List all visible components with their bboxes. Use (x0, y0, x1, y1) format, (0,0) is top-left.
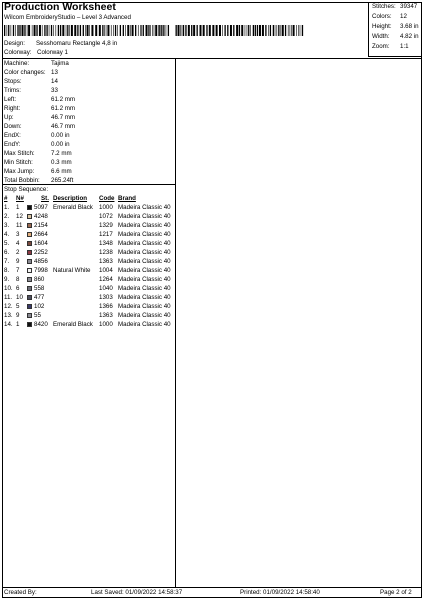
barcode-bar (32, 25, 33, 36)
machine-info-label: Machine: (4, 60, 30, 67)
stat-value: 12 (400, 13, 407, 20)
stitch-count: 4248 (34, 213, 48, 220)
color-swatch (27, 232, 32, 237)
machine-info-value: 0.00 in (51, 141, 70, 148)
machine-info-row (4, 178, 73, 184)
barcode-bar (250, 25, 251, 36)
thread-description: Emerald Black (53, 321, 93, 328)
color-swatch (27, 313, 32, 318)
barcode-bar (216, 25, 218, 36)
stats-box (368, 2, 422, 57)
barcode-bar (298, 25, 299, 36)
machine-info-label: EndY: (4, 141, 21, 148)
thread-code: 1303 (99, 294, 113, 301)
barcode-bar (197, 25, 198, 36)
barcode-bar (259, 25, 261, 36)
stat-value: 39347 (400, 3, 418, 10)
barcode-bar (34, 25, 36, 36)
barcode-bar (270, 25, 271, 36)
thread-brand: Madeira Classic 40 (118, 285, 171, 292)
barcode-bar (74, 25, 76, 36)
thread-code: 1329 (99, 222, 113, 229)
barcode-bar (115, 25, 116, 36)
barcode-bar (66, 25, 67, 36)
barcode-bar (13, 25, 14, 36)
stat-label: Height: (372, 23, 392, 30)
thread-code: 1348 (99, 240, 113, 247)
machine-info-row (4, 169, 72, 175)
stat-label: Stitches: (372, 3, 396, 10)
barcode-bar (293, 25, 295, 36)
machine-info-label: Right: (4, 105, 21, 112)
barcode-bar (127, 25, 129, 36)
needle-number: 4 (16, 240, 20, 247)
barcode-bar (236, 25, 238, 36)
stat-height (372, 24, 419, 30)
col-header-code: Code (99, 195, 115, 202)
thread-brand: Madeira Classic 40 (118, 294, 171, 301)
barcode-bar (278, 25, 279, 36)
machine-info-value: 61.2 mm (51, 96, 76, 103)
barcode-bar (85, 25, 86, 36)
col-header-num: # (4, 195, 8, 202)
stitch-count: 860 (34, 276, 45, 283)
barcode-bar (203, 25, 205, 36)
stitch-count: 558 (34, 285, 45, 292)
barcode-bar (111, 25, 112, 36)
stitch-count: 4856 (34, 258, 48, 265)
divider (2, 58, 422, 59)
machine-info-value: 265.24ft (51, 177, 74, 184)
machine-info-value: Tajima (51, 60, 69, 67)
machine-info-value: 14 (51, 78, 58, 85)
barcode-bar (230, 25, 232, 36)
machine-info-label: Trims: (4, 87, 21, 94)
machine-info-label: Max Stitch: (4, 150, 35, 157)
stitch-count: 477 (34, 294, 45, 301)
barcode-bar (146, 25, 148, 36)
needle-number: 7 (16, 267, 20, 274)
barcode-bar (83, 25, 84, 36)
barcode-bar (302, 25, 303, 36)
stitch-count: 1604 (34, 240, 48, 247)
thread-brand: Madeira Classic 40 (118, 231, 171, 238)
barcode-bar (185, 25, 186, 36)
needle-number: 3 (16, 231, 20, 238)
barcode-bar (7, 25, 8, 36)
barcode-bar (107, 25, 109, 36)
barcode-bar (123, 25, 124, 36)
barcode-bar (233, 25, 234, 36)
barcode-image (4, 25, 304, 36)
stat-label: Colors: (372, 13, 392, 20)
barcode-bar (159, 25, 160, 36)
barcode-bar (102, 25, 103, 36)
barcode-bar (219, 25, 221, 36)
needle-number: 1 (16, 204, 20, 211)
needle-number: 10 (16, 294, 23, 301)
barcode-bar (275, 25, 276, 36)
software-subtitle: Wilcom EmbroideryStudio – Level 3 Advanced (4, 14, 131, 21)
barcode-bar (17, 25, 18, 36)
machine-info-row (4, 151, 72, 157)
machine-info-label: Up: (4, 114, 14, 121)
needle-number: 1 (16, 321, 20, 328)
table-row (0, 322, 176, 331)
barcode-bar (120, 25, 121, 36)
barcode-bar (46, 25, 47, 36)
last-saved: Last Saved: 01/09/2022 14:58:37 (91, 589, 183, 596)
barcode-bar (227, 25, 228, 36)
stop-number: 4. (4, 231, 10, 238)
col-header-brand: Brand (118, 195, 136, 202)
stitch-count: 2664 (34, 231, 48, 238)
barcode-bar (99, 25, 101, 36)
machine-info-row (4, 133, 70, 139)
barcode-bar (104, 25, 105, 36)
barcode-bar (296, 25, 297, 36)
barcode-bar (106, 25, 107, 36)
barcode-bar (300, 25, 301, 36)
barcode-bar (51, 25, 52, 36)
color-swatch (27, 322, 32, 327)
design-value: Sesshomaru Rectangle 4,8 in (36, 40, 118, 47)
thread-code: 1000 (99, 204, 113, 211)
machine-info-row (4, 61, 69, 67)
stop-number: 6. (4, 249, 10, 256)
barcode-bar (161, 25, 162, 36)
thread-brand: Madeira Classic 40 (118, 303, 171, 310)
barcode-bar (257, 25, 258, 36)
barcode-bar (282, 25, 284, 36)
machine-info-value: 7.2 mm (51, 150, 72, 157)
barcode-bar (241, 25, 243, 36)
barcode-bar (178, 25, 180, 36)
machine-info-label: Total Bobbin: (4, 177, 40, 184)
barcode-bar (44, 25, 45, 36)
machine-info-row (4, 160, 72, 166)
stitch-count: 7998 (34, 267, 48, 274)
machine-info-row (4, 115, 75, 121)
barcode-bar (22, 25, 24, 36)
machine-info-row (4, 142, 70, 148)
stop-number: 13. (4, 312, 13, 319)
barcode-bar (158, 25, 159, 36)
stitch-count: 8420 (34, 321, 48, 328)
barcode-bar (117, 25, 118, 36)
barcode-bar (4, 25, 5, 36)
barcode-bar (188, 25, 190, 36)
col-header-description: Description (53, 195, 88, 202)
thread-code: 1004 (99, 267, 113, 274)
color-swatch (27, 259, 32, 264)
thread-code: 1217 (99, 231, 113, 238)
machine-info-label: Max Jump: (4, 168, 35, 175)
barcode-bar (150, 25, 151, 36)
col-header-n: N# (16, 195, 24, 202)
thread-brand: Madeira Classic 40 (118, 312, 171, 319)
barcode-bar (268, 25, 269, 36)
barcode-bar (277, 25, 278, 36)
barcode-bar (180, 25, 181, 36)
barcode-bar (152, 25, 153, 36)
barcode-bar (135, 25, 136, 36)
machine-info-label: Left: (4, 96, 17, 103)
stop-number: 10. (4, 285, 13, 292)
color-swatch (27, 277, 32, 282)
barcode-bar (154, 25, 155, 36)
machine-info-value: 61.2 mm (51, 105, 76, 112)
barcode-bar (24, 25, 25, 36)
thread-brand: Madeira Classic 40 (118, 240, 171, 247)
barcode-bar (27, 25, 28, 36)
barcode-bar (262, 25, 264, 36)
machine-info-label: Min Stitch: (4, 159, 33, 166)
color-swatch (27, 214, 32, 219)
colorway-value: Colorway 1 (37, 49, 68, 56)
barcode-bar (182, 25, 183, 36)
stop-number: 3. (4, 222, 10, 229)
stop-number: 1. (4, 204, 10, 211)
stop-number: 11. (4, 294, 13, 301)
barcode-bar (56, 25, 57, 36)
needle-number: 6 (16, 285, 20, 292)
barcode-bar (191, 25, 192, 36)
machine-info-value: 33 (51, 87, 58, 94)
stat-width (372, 34, 419, 40)
barcode-bar (239, 25, 240, 36)
thread-code: 1264 (99, 276, 113, 283)
machine-info-value: 6.6 mm (51, 168, 72, 175)
barcode-bar (290, 25, 291, 36)
stop-number: 14. (4, 321, 13, 328)
barcode-bar (87, 25, 89, 36)
barcode-bar (15, 25, 16, 36)
barcode-bar (58, 25, 59, 36)
thread-code: 1238 (99, 249, 113, 256)
thread-brand: Madeira Classic 40 (118, 276, 171, 283)
color-swatch (27, 295, 32, 300)
barcode-bar (168, 25, 169, 36)
color-swatch (27, 268, 32, 273)
thread-code: 1363 (99, 312, 113, 319)
barcode-bar (49, 25, 50, 36)
thread-code: 1000 (99, 321, 113, 328)
machine-info-row (4, 106, 75, 112)
page-title: Production Worksheet (4, 1, 116, 13)
barcode-bar (28, 25, 30, 36)
barcode-bar (222, 25, 223, 36)
needle-number: 2 (16, 249, 20, 256)
barcode-bar (206, 25, 207, 36)
barcode-bar (140, 25, 141, 36)
barcode-bar (91, 25, 93, 36)
barcode-bar (212, 25, 214, 36)
barcode-bar (255, 25, 256, 36)
thread-code: 1072 (99, 213, 113, 220)
colorway-label: Colorway: (4, 49, 32, 56)
thread-brand: Madeira Classic 40 (118, 258, 171, 265)
barcode-bar (42, 25, 43, 36)
stop-number: 8. (4, 267, 10, 274)
barcode-bar (280, 25, 281, 36)
barcode-bar (253, 25, 254, 36)
needle-number: 9 (16, 258, 20, 265)
thread-brand: Madeira Classic 40 (118, 204, 171, 211)
needle-number: 11 (16, 222, 23, 229)
barcode-bar (209, 25, 211, 36)
stitch-count: 102 (34, 303, 45, 310)
barcode-bar (8, 25, 9, 36)
barcode-bar (60, 25, 61, 36)
barcode-bar (138, 25, 139, 36)
stitch-count: 2154 (34, 222, 48, 229)
machine-info-value: 0.00 in (51, 132, 70, 139)
thread-brand: Madeira Classic 40 (118, 249, 171, 256)
stop-number: 12. (4, 303, 13, 310)
barcode-bar (53, 25, 54, 36)
stat-zoom (372, 44, 409, 50)
barcode-bar (200, 25, 202, 36)
needle-number: 8 (16, 276, 20, 283)
stop-number: 2. (4, 213, 10, 220)
machine-info-value: 46.7 mm (51, 114, 76, 121)
page-number: Page 2 of 2 (380, 589, 412, 596)
barcode-bar (285, 25, 286, 36)
stat-label: Width: (372, 33, 390, 40)
stat-value: 1:1 (400, 43, 409, 50)
thread-code: 1366 (99, 303, 113, 310)
needle-number: 12 (16, 213, 23, 220)
barcode-bar (71, 25, 73, 36)
barcode-bar (224, 25, 225, 36)
barcode-bar (80, 25, 81, 36)
thread-code: 1363 (99, 258, 113, 265)
machine-info-row (4, 70, 58, 76)
barcode-bar (247, 25, 248, 36)
needle-number: 5 (16, 303, 20, 310)
colorway-line (4, 50, 68, 56)
barcode-bar (143, 25, 144, 36)
stop-sequence-title: Stop Sequence: (4, 186, 49, 193)
color-swatch (27, 304, 32, 309)
color-swatch (27, 223, 32, 228)
design-line (4, 41, 117, 47)
machine-info-row (4, 124, 75, 130)
machine-info-label: Down: (4, 123, 22, 130)
machine-info-row (4, 88, 58, 94)
barcode-bar (141, 25, 142, 36)
barcode-bar (130, 25, 131, 36)
barcode-bar (148, 25, 149, 36)
color-swatch (27, 286, 32, 291)
stop-number: 5. (4, 240, 10, 247)
barcode-bar (113, 25, 114, 36)
barcode-bar (11, 25, 12, 36)
machine-info-value: 13 (51, 69, 58, 76)
barcode-bar (36, 25, 37, 36)
barcode-bar (245, 25, 246, 36)
machine-info-row (4, 79, 58, 85)
barcode-bar (19, 25, 20, 36)
stitch-count: 55 (34, 312, 41, 319)
machine-info-value: 46.7 mm (51, 123, 76, 130)
thread-brand: Madeira Classic 40 (118, 213, 171, 220)
barcode-bar (273, 25, 274, 36)
machine-info-label: Color changes: (4, 69, 46, 76)
thread-code: 1040 (99, 285, 113, 292)
barcode-bar (166, 25, 167, 36)
machine-info-label: Stops: (4, 78, 22, 85)
design-label: Design: (4, 40, 25, 47)
machine-info-value: 0.3 mm (51, 159, 72, 166)
col-header-st: St. (41, 195, 49, 202)
barcode-bar (125, 25, 126, 36)
barcode-bar (39, 25, 41, 36)
barcode-bar (62, 25, 64, 36)
barcode-bar (77, 25, 78, 36)
stat-colors (372, 14, 407, 20)
color-swatch (27, 241, 32, 246)
machine-info-label: EndX: (4, 132, 21, 139)
barcode-bar (89, 25, 90, 36)
stop-number: 7. (4, 258, 10, 265)
stat-value: 4.82 in (400, 33, 419, 40)
created-by: Created By: (4, 589, 37, 596)
thread-brand: Madeira Classic 40 (118, 321, 171, 328)
barcode-bar (67, 25, 68, 36)
divider (2, 587, 422, 588)
stat-stitches (372, 4, 417, 10)
color-swatch (27, 205, 32, 210)
barcode-bar (176, 25, 177, 36)
thread-brand: Madeira Classic 40 (118, 267, 171, 274)
barcode-bar (291, 25, 292, 36)
machine-info-row (4, 97, 75, 103)
barcode-bar (69, 25, 70, 36)
color-swatch (27, 250, 32, 255)
barcode-bar (95, 25, 97, 36)
barcode-bar (132, 25, 134, 36)
printed-date: Printed: 01/09/2022 14:58:40 (240, 589, 320, 596)
stitch-count: 5097 (34, 204, 48, 211)
thread-description: Natural White (53, 267, 91, 274)
stop-number: 9. (4, 276, 10, 283)
barcode-bar (265, 25, 266, 36)
stat-value: 3.68 in (400, 23, 419, 30)
stat-label: Zoom: (372, 43, 390, 50)
barcode-bar (288, 25, 289, 36)
needle-number: 9 (16, 312, 20, 319)
thread-brand: Madeira Classic 40 (118, 222, 171, 229)
stitch-count: 2252 (34, 249, 48, 256)
thread-description: Emerald Black (53, 204, 93, 211)
barcode-bar (248, 25, 249, 36)
barcode-bar (155, 25, 157, 36)
barcode-bar (193, 25, 195, 36)
barcode-bar (163, 25, 164, 36)
barcode-bar (183, 25, 184, 36)
